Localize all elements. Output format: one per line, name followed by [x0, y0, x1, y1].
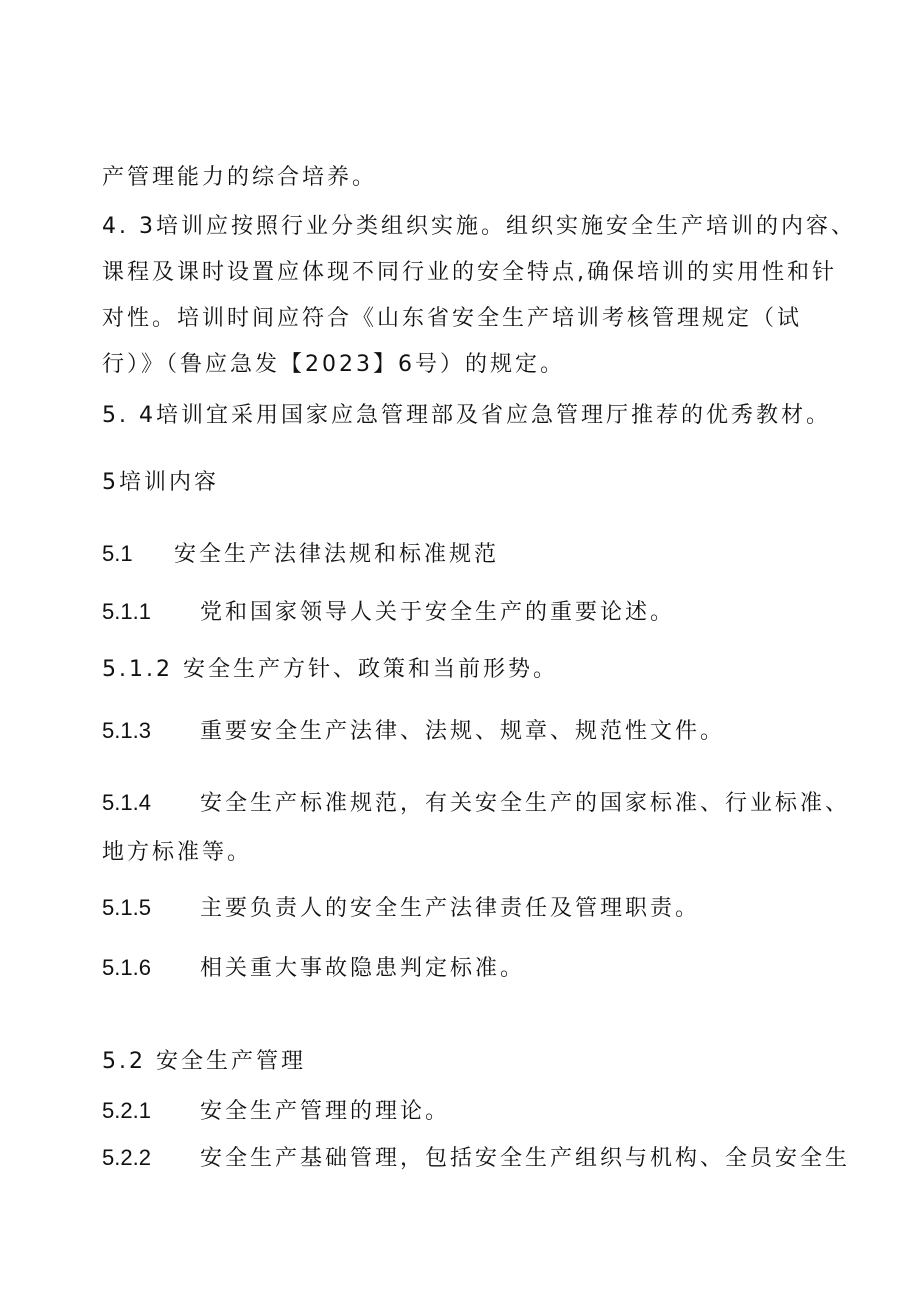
- clause-continuation: [102, 838, 252, 868]
- clause-number: 5.2.2: [102, 1145, 151, 1170]
- paragraph-line: [102, 304, 802, 334]
- subsection-heading: [102, 539, 499, 570]
- line-text: 对性。培训时间应符合《山东省安全生产培训考核管理规定（试: [102, 306, 803, 331]
- clause-item: [102, 716, 725, 747]
- clause-text: 党和国家领导人关于安全生产的重要论述。: [200, 600, 676, 625]
- heading-text: 5.2 安全生产管理: [102, 1049, 306, 1074]
- paragraph-line: [102, 258, 837, 288]
- clause-text: 安全生产管理的理论。: [200, 1099, 451, 1124]
- paragraph-line: [102, 163, 377, 193]
- heading-text: 安全生产法律法规和标准规范: [174, 542, 500, 567]
- clause-text: 重要安全生产法律、法规、规章、规范性文件。: [200, 719, 726, 744]
- clause-item: [102, 1143, 850, 1174]
- clause-item: [102, 953, 525, 984]
- heading-text: 5培训内容: [102, 470, 219, 495]
- clause-number: 5.2.1: [102, 1098, 151, 1123]
- clause-number: 5.1.5: [102, 895, 151, 920]
- clause-text: 地方标准等。: [102, 840, 253, 865]
- paragraph-line: [102, 401, 831, 431]
- clause-text: 主要负责人的安全生产法律责任及管理职责。: [200, 896, 701, 921]
- clause-number: 5.1.6: [102, 955, 151, 980]
- clause-number: 5.1.3: [102, 718, 151, 743]
- line-text: 5. 4培训宜采用国家应急管理部及省应急管理厅推荐的优秀教材。: [102, 403, 831, 428]
- line-text: 产管理能力的综合培养。: [102, 165, 378, 190]
- clause-number: 5.1: [102, 541, 133, 566]
- line-text: 课程及课时设置应体现不同行业的安全特点,确保培训的实用性和针: [102, 260, 837, 285]
- paragraph-line: [102, 350, 565, 380]
- clause-item: [102, 1096, 450, 1127]
- subsection-heading: [102, 1047, 306, 1077]
- line-text: 4. 3培训应按照行业分类组织实施。组织实施安全生产培训的内容、: [102, 214, 856, 239]
- clause-text: 相关重大事故隐患判定标准。: [200, 956, 526, 981]
- paragraph-line: [102, 212, 856, 242]
- clause-item: [102, 788, 850, 819]
- clause-number: 5.1.4: [102, 790, 151, 815]
- clause-text: 安全生产标准规范，有关安全生产的国家标准、行业标准、: [200, 791, 851, 816]
- clause-item: [102, 893, 700, 924]
- clause-number: 5.1.1: [102, 599, 151, 624]
- clause-text: 5.1.2 安全生产方针、政策和当前形势。: [102, 657, 558, 682]
- clause-text: 安全生产基础管理，包括安全生产组织与机构、全员安全生: [200, 1146, 851, 1171]
- line-text: 行）》（鲁应急发【2023】6号）的规定。: [102, 352, 565, 377]
- clause-item: [102, 597, 675, 628]
- section-heading: [102, 468, 219, 498]
- clause-item: [102, 655, 558, 685]
